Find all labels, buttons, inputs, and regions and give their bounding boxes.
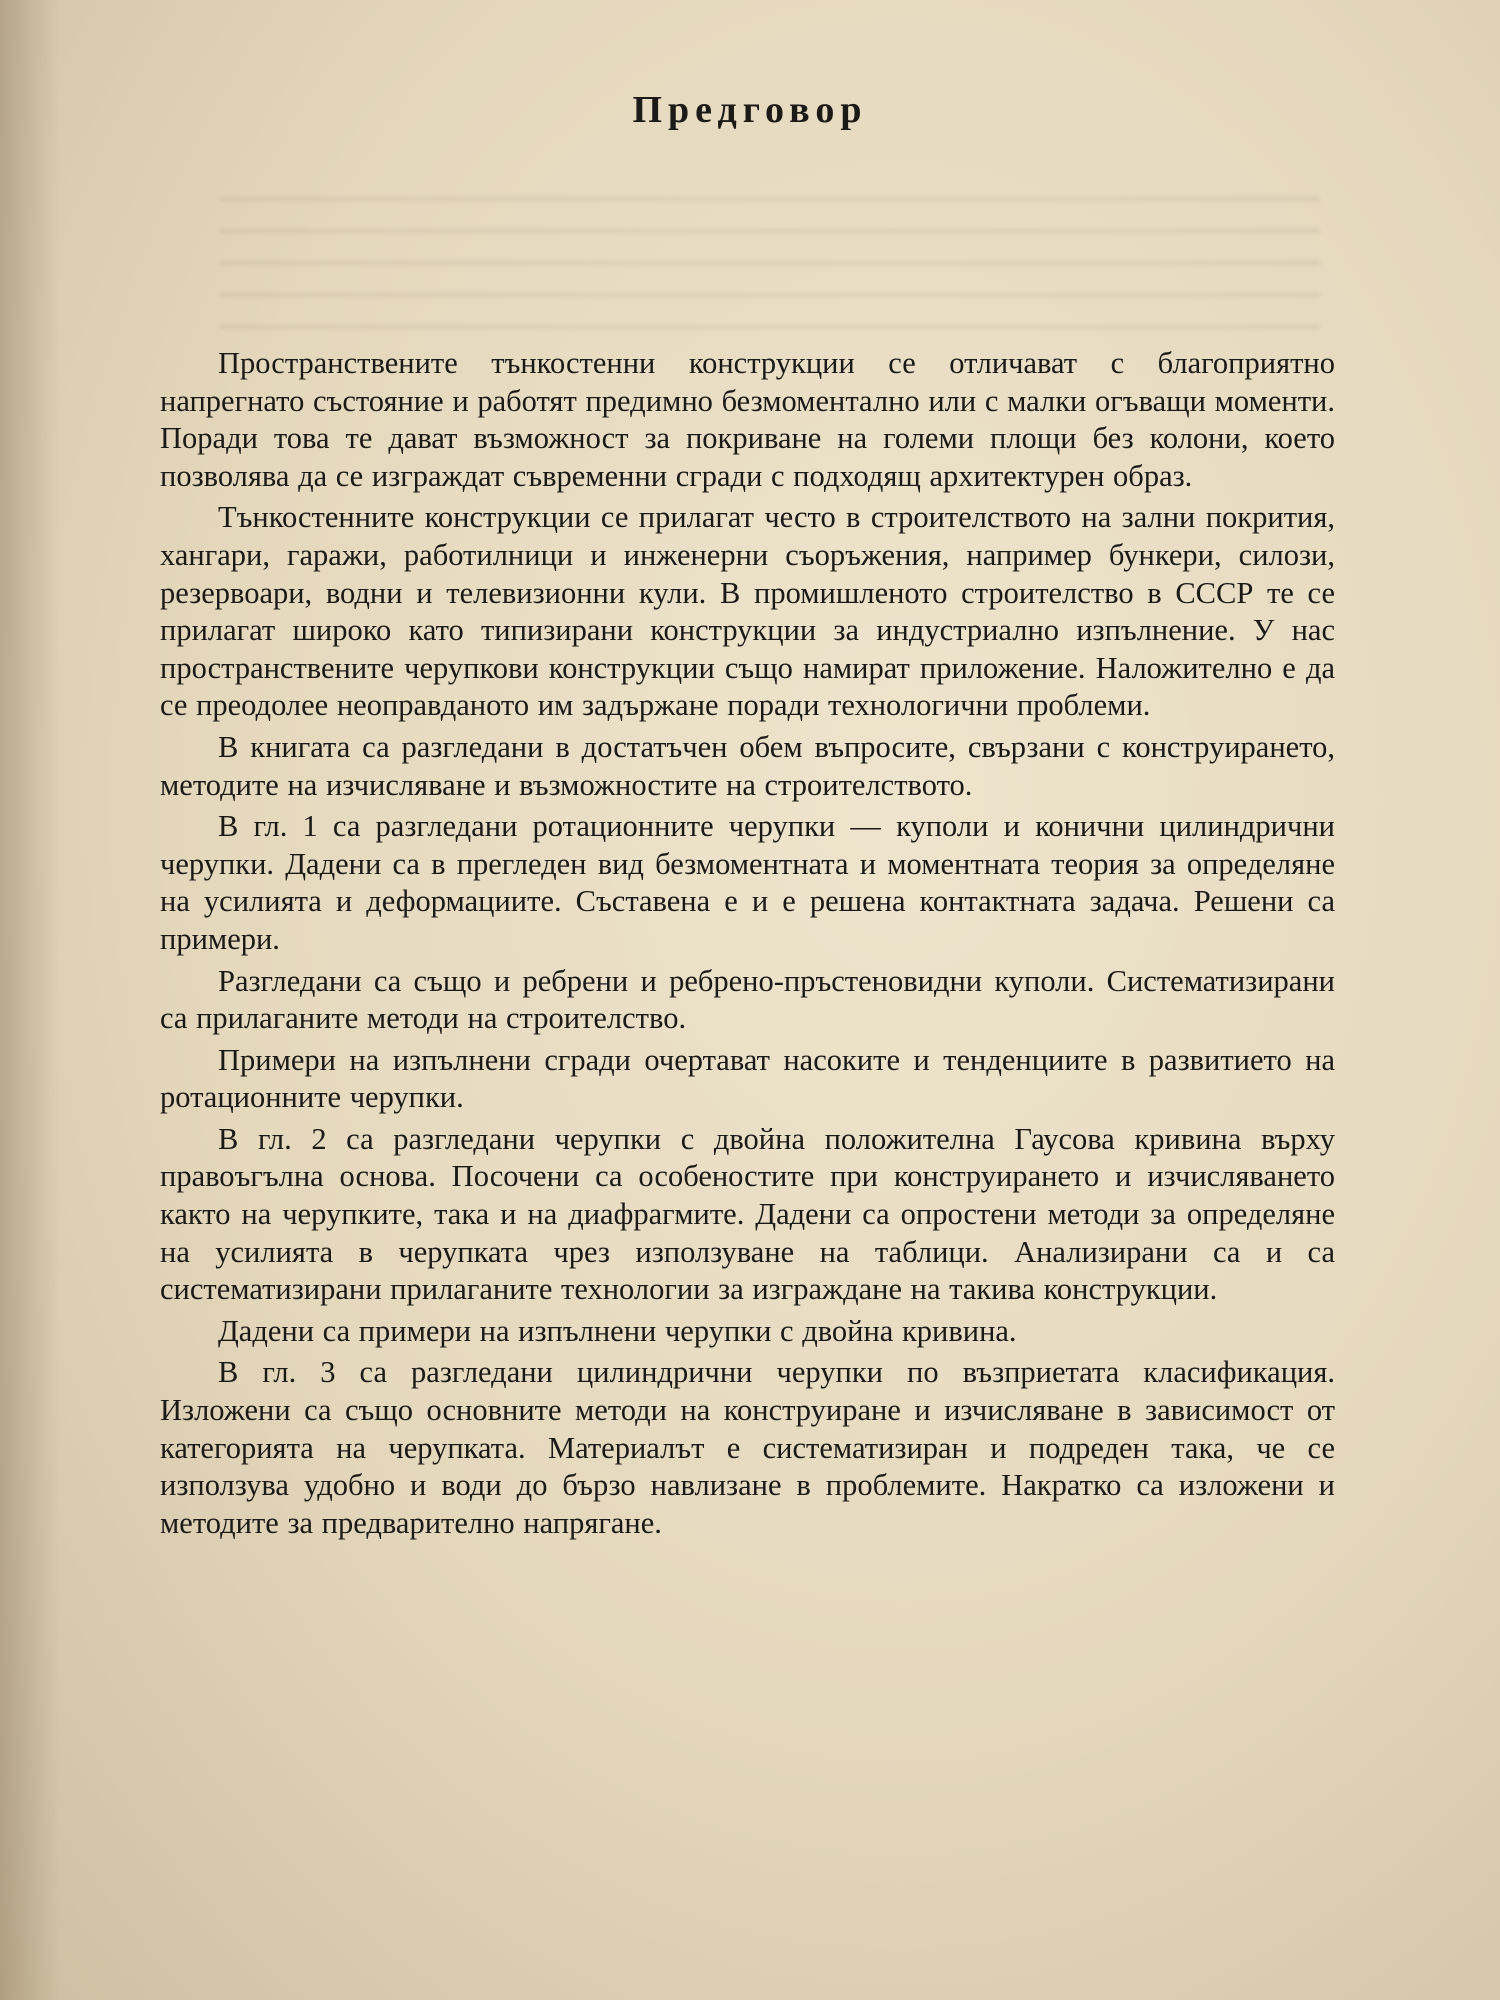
paragraph: В гл. 3 са разгледани цилиндрични черупки по възприетата класификация. Изложени са също основните методи на конструиране и изчисляване в зависимост от категорията на черупката. Материалът е систематизиран и подреден така, че се използува удобно и води до бързо навлизане в проблемите. Накратко са изложени и методите за предварително напрягане.: [160, 1355, 1335, 1540]
preface-body: [160, 345, 1335, 1546]
paragraph: Дадени са примери на изпълнени черупки с двойна кривина.: [218, 1313, 1017, 1348]
show-through-texture: [220, 170, 1320, 340]
paragraph: В книгата са разгледани в достатъчен обем въпросите, свързани с конструирането, методите на изчисляване и възможностите на строителството.: [160, 729, 1335, 802]
paragraph: Пространствените тънкостенни конструкции се отличават с благоприятно напрегнато състояние и работят предимно безмоментално или с малки огъващи моменти. Поради това те дават възможност за покриване на големи площи без колони, което позволява да се изграждат съвременни сгради с подходящ архитектурен образ.: [160, 346, 1335, 493]
paragraph: В гл. 1 са разгледани ротационните черупки — куполи и конични цилиндрични черупки. Дадени са в прегледен вид безмоментната и моментната теория за определяне на усилията и деформациите. Съставена е и е решена контактната задача. Решени са примери.: [160, 809, 1335, 956]
paragraph: В гл. 2 са разгледани черупки с двойна положителна Гаусова кривина върху правоъгълна основа. Посочени са особеностите при конструирането и изчисляването както на черупките, така и на диафрагмите. Дадени са опростени методи за определяне на усилията в черупката чрез използуване на таблици. Анализирани са и са систематизирани прилаганите технологии за изграждане на такива конструкции.: [160, 1121, 1335, 1307]
paragraph: Тънкостенните конструкции се прилагат често в строителството на зални покрития, хангари, гаражи, работилници и инженерни съоръжения, например бункери, силози, резервоари, водни и телевизионни кули. В промишленото строителство в СССР те се прилагат широко като типизирани конструкции за индустриално изпълнение. У нас пространствените черупкови конструкции също намират приложение. Наложително е да се преодолее неоправданото им задържане поради технологични проблеми.: [160, 500, 1335, 723]
paragraph: Примери на изпълнени сгради очертават насоките и тенденциите в развитието на ротационните черупки.: [160, 1042, 1335, 1115]
page-gutter-shadow: [0, 0, 60, 2000]
paragraph: Разгледани са също и ребрени и ребрено-пръстеновидни куполи. Систематизирани са прилаганите методи на строителство.: [160, 963, 1335, 1036]
page-title: Предговор: [632, 89, 868, 131]
